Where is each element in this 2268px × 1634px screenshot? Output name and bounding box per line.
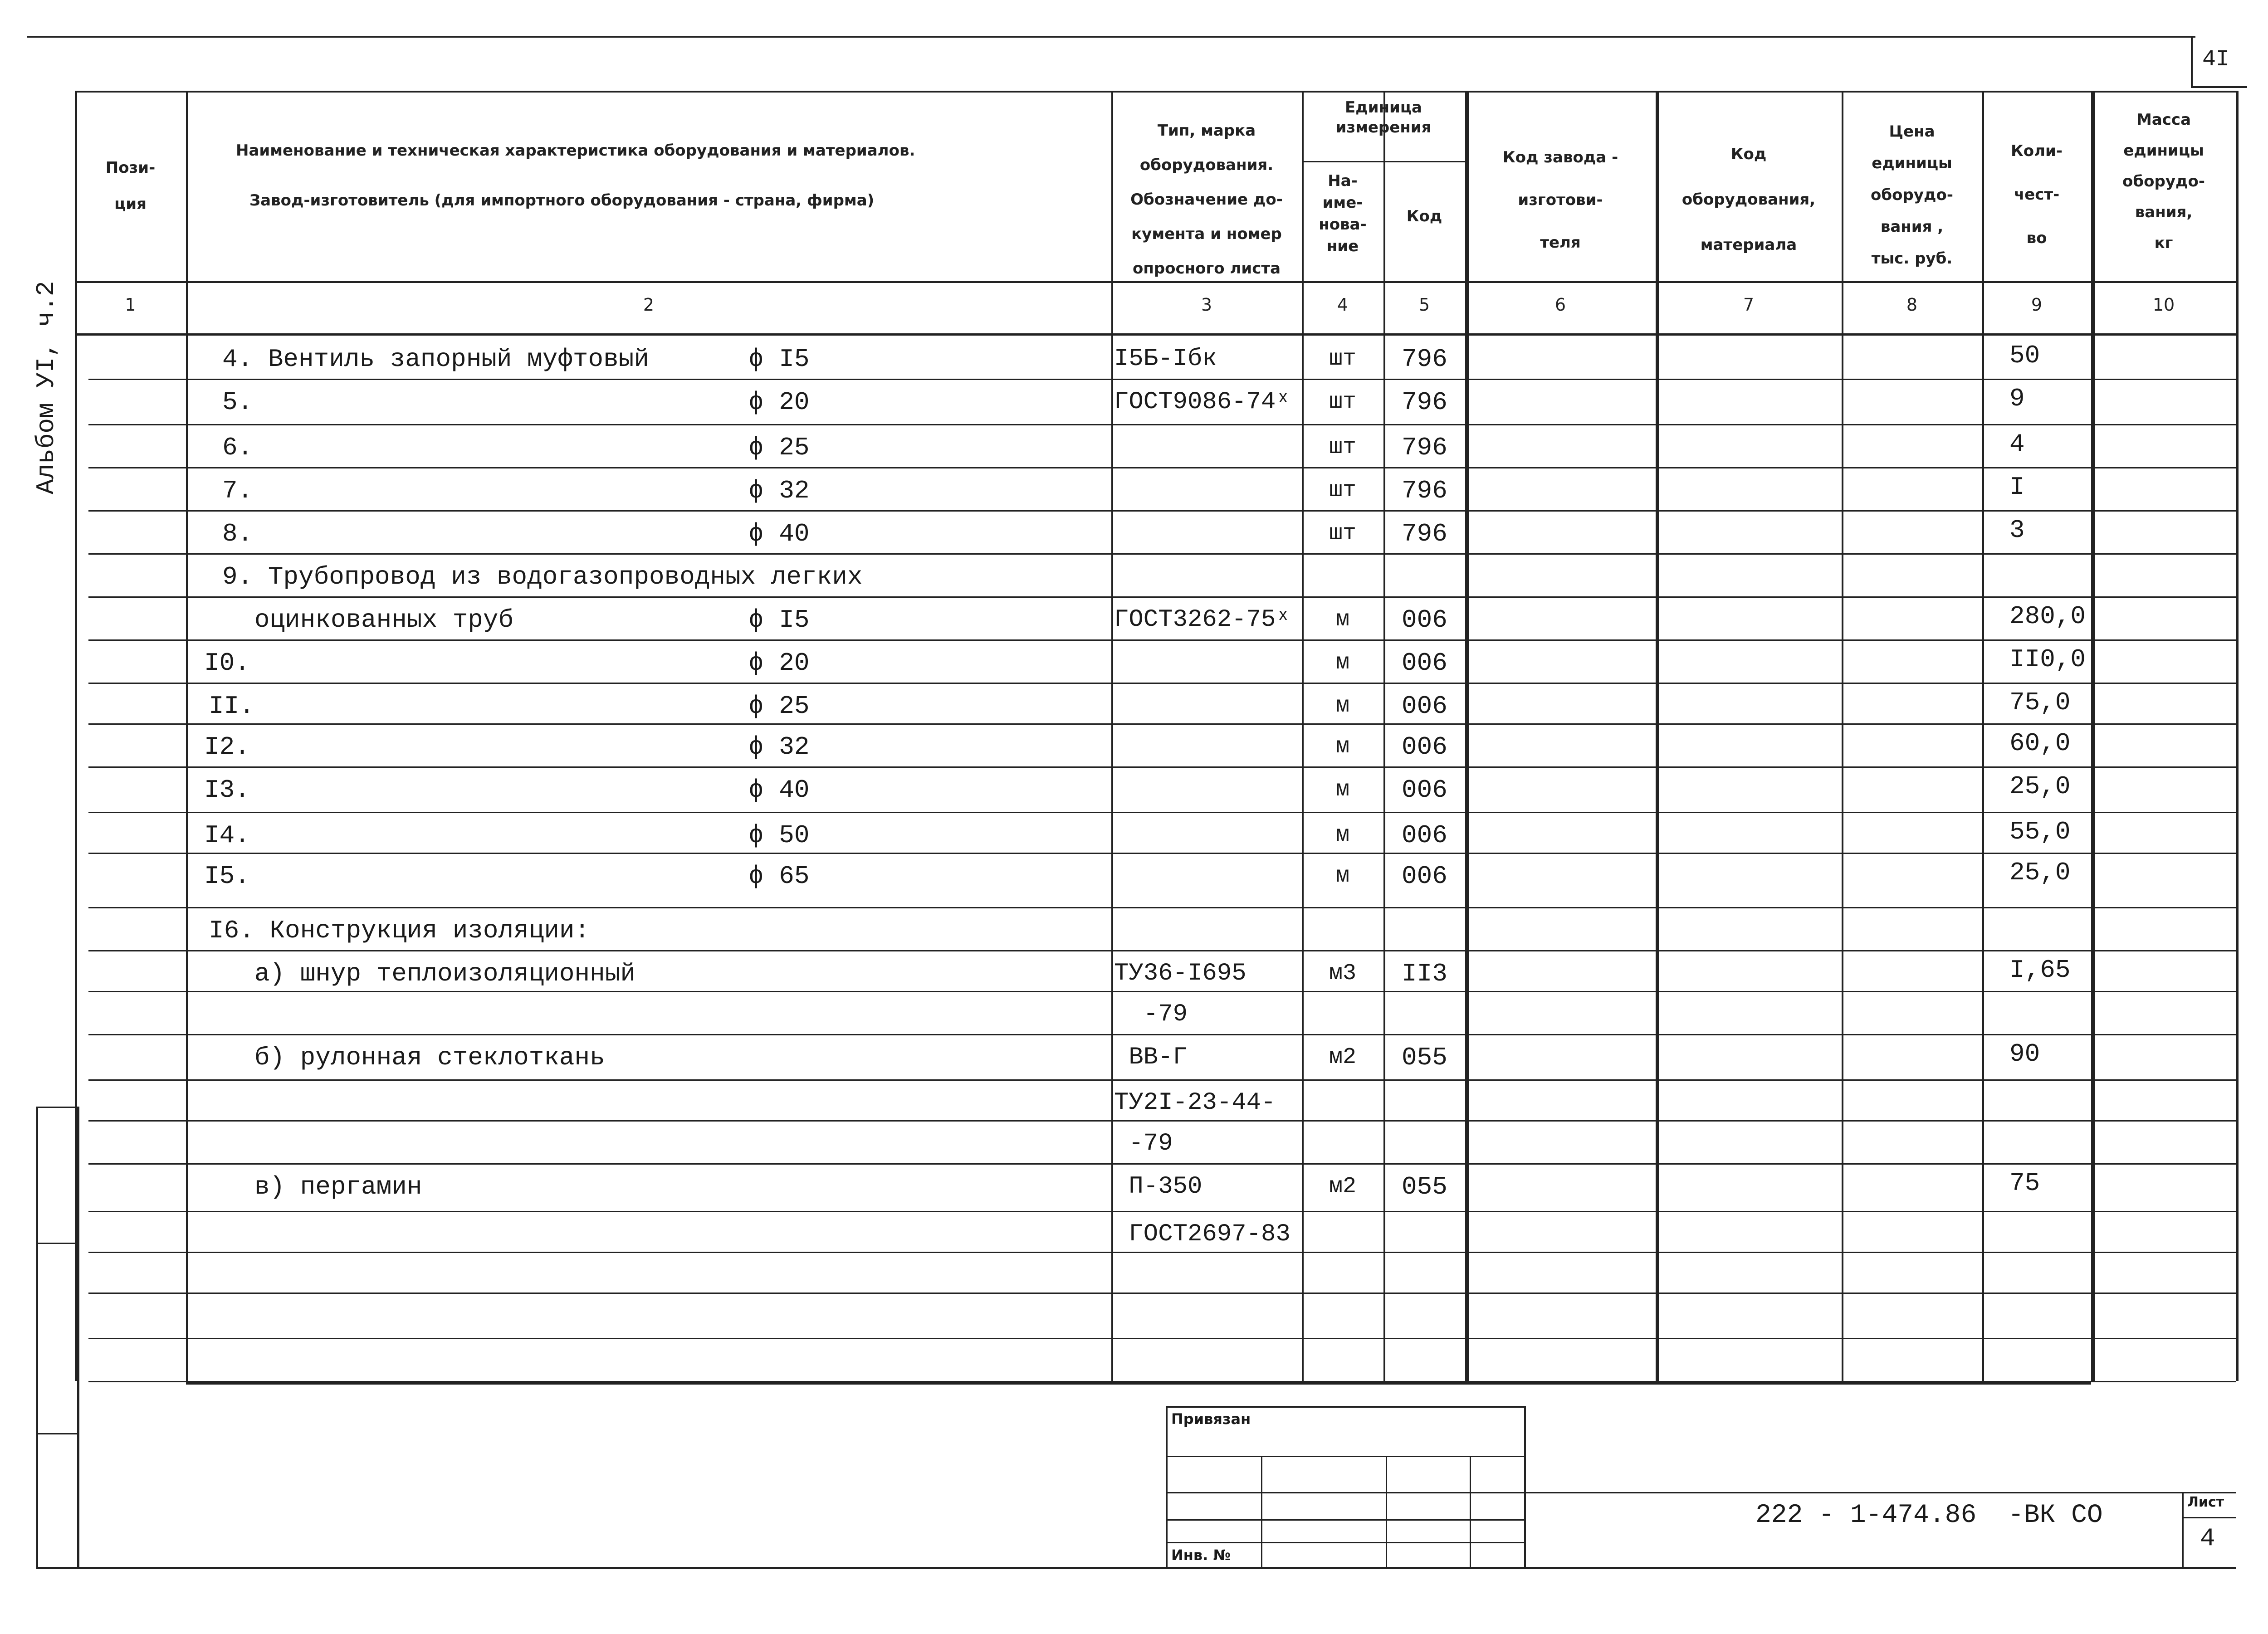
row-unit-code: 796 — [1402, 388, 1447, 417]
header-equipment-code: Код оборудования, материала — [1681, 145, 1816, 254]
row-unit-code: 796 — [1402, 519, 1447, 548]
top-rule — [27, 36, 2195, 38]
column-divider — [1656, 91, 1659, 1381]
row-unit-code: 006 — [1402, 692, 1447, 721]
table-bottom-bold — [186, 1381, 2091, 1385]
column-divider — [186, 91, 188, 1381]
row-diameter: ϕ 65 — [748, 862, 810, 891]
row-divider — [88, 1163, 2236, 1165]
row-divider — [88, 907, 2236, 908]
row-unit: м — [1335, 734, 1349, 760]
column-number: 3 — [1201, 295, 1212, 315]
column-divider — [1383, 91, 1385, 1381]
row-quantity: 3 — [2009, 516, 2025, 545]
row-unit: шт — [1329, 521, 1356, 546]
left-margin-tick — [36, 1243, 79, 1244]
column-number: 1 — [125, 295, 136, 315]
left-margin-tick — [36, 1433, 79, 1434]
table-top-border — [75, 91, 2236, 93]
row-diameter: ϕ 32 — [748, 476, 810, 505]
row-quantity: 25,0 — [2009, 858, 2071, 887]
row-unit-code: 006 — [1402, 821, 1447, 850]
row-quantity: 75 — [2009, 1169, 2040, 1198]
row-unit: шт — [1329, 478, 1356, 503]
row-type-mark: -79 — [1114, 1000, 1188, 1028]
column-number: 2 — [643, 295, 655, 315]
row-quantity: II0,0 — [2009, 645, 2086, 674]
unit-subheader-rule — [1302, 161, 1465, 162]
row-diameter: ϕ I5 — [748, 345, 810, 374]
stamp-right — [1524, 1406, 1526, 1567]
row-diameter: ϕ 20 — [748, 649, 810, 678]
row-unit-code: 055 — [1402, 1172, 1447, 1201]
row-unit-code: 055 — [1402, 1043, 1447, 1072]
row-quantity: 4 — [2009, 429, 2025, 458]
row-quantity: I,65 — [2009, 956, 2071, 985]
row-quantity: 9 — [2009, 384, 2025, 413]
row-type-mark: П-350 — [1114, 1173, 1202, 1200]
row-unit: м — [1335, 777, 1349, 803]
header-name-title: Наименование и техническая характеристика оборудования и материалов. — [236, 141, 915, 160]
row-unit-code: 796 — [1402, 476, 1447, 505]
row-name: 8. — [222, 519, 253, 548]
row-divider — [88, 1252, 2236, 1253]
sheet-label: Лист — [2187, 1494, 2224, 1510]
sheet-box-rule — [2182, 1517, 2236, 1518]
header-mass: Масса единицы оборудо- вания, кг — [2122, 111, 2205, 252]
row-unit-code: 006 — [1402, 732, 1447, 761]
header-position: Пози- ция — [105, 159, 156, 213]
column-number: 5 — [1418, 295, 1430, 315]
row-divider — [88, 379, 2236, 380]
row-diameter: ϕ 25 — [748, 433, 810, 462]
row-quantity: 280,0 — [2009, 602, 2086, 631]
row-divider — [88, 1120, 2236, 1122]
page-bottom-border — [36, 1567, 2236, 1569]
row-divider — [88, 639, 2236, 641]
row-quantity: 90 — [2009, 1039, 2040, 1068]
row-divider — [88, 596, 2236, 598]
column-number: 4 — [1337, 295, 1349, 315]
left-margin-line — [36, 1107, 38, 1569]
left-margin-line — [77, 1107, 79, 1569]
row-divider — [88, 991, 2236, 992]
header-factory-code: Код завода - изготови- теля — [1502, 148, 1618, 252]
row-diameter: ϕ 40 — [748, 776, 810, 805]
column-divider — [1465, 91, 1469, 1381]
row-diameter: ϕ 20 — [748, 388, 810, 417]
stamp-inv-label: Инв. № — [1171, 1546, 1231, 1564]
row-unit: шт — [1329, 434, 1356, 460]
row-quantity: 25,0 — [2009, 772, 2071, 801]
header-price: Цена единицы оборудо- вания , тыс. руб. — [1871, 122, 1953, 268]
corner-number: 4I — [2202, 47, 2230, 73]
row-name: 4. Вентиль запорный муфтовый — [222, 345, 649, 374]
document-code: 222 - 1-474.86 -ВК СО — [1755, 1501, 2103, 1530]
row-name: II. — [209, 692, 254, 721]
row-type-mark: ГОСТ2697-83 — [1114, 1220, 1290, 1248]
column-number: 6 — [1554, 295, 1566, 315]
table-right-border — [2236, 91, 2239, 1381]
row-unit: м — [1335, 863, 1349, 889]
row-diameter: ϕ I5 — [748, 605, 810, 634]
row-divider — [88, 424, 2236, 425]
stamp-col — [1261, 1456, 1262, 1567]
row-divider — [88, 510, 2236, 512]
column-number-bottom-border — [75, 333, 2236, 336]
row-name: 6. — [222, 433, 253, 462]
row-name: I3. — [204, 776, 250, 805]
row-divider — [88, 683, 2236, 684]
column-number: 8 — [1906, 295, 1918, 315]
row-unit: м — [1335, 822, 1349, 848]
row-divider — [88, 723, 2236, 725]
header-quantity: Коли- чест- во — [2011, 142, 2063, 247]
row-type-mark: -79 — [1114, 1130, 1173, 1157]
row-name: I6. Конструкция изоляции: — [209, 916, 590, 945]
stamp-attached-label: Привязан — [1171, 1410, 1251, 1428]
row-unit: шт — [1329, 389, 1356, 415]
sheet-number: 4 — [2200, 1524, 2215, 1553]
row-quantity: 75,0 — [2009, 688, 2071, 717]
column-number: 9 — [2031, 295, 2043, 315]
header-unit-code: Код — [1406, 207, 1442, 225]
row-diameter: ϕ 25 — [748, 692, 810, 721]
row-unit: шт — [1329, 346, 1356, 372]
row-name: 9. Трубопровод из водогазопроводных легких — [222, 562, 863, 591]
row-type-mark: ГОСТ3262-75ˣ — [1114, 606, 1290, 634]
row-divider — [88, 1338, 2236, 1339]
row-name: I4. — [204, 821, 250, 850]
row-name: I0. — [204, 649, 250, 678]
row-diameter: ϕ 32 — [748, 732, 810, 761]
column-divider — [1842, 91, 1843, 1381]
row-unit-code: 796 — [1402, 345, 1447, 374]
row-divider — [88, 553, 2236, 555]
row-divider — [88, 467, 2236, 468]
row-unit-code: 006 — [1402, 862, 1447, 891]
stamp-code-top — [1524, 1492, 2236, 1493]
sheet-box-left — [2182, 1492, 2184, 1567]
header-name-sub: Завод-изготовитель (для импортного оборудования - страна, фирма) — [249, 191, 875, 210]
row-type-mark: ГОСТ9086-74ˣ — [1114, 388, 1290, 416]
row-unit-code: 006 — [1402, 776, 1447, 805]
row-unit-code: II3 — [1402, 959, 1447, 988]
row-unit: м3 — [1329, 961, 1356, 986]
row-divider — [88, 1211, 2236, 1212]
row-divider — [88, 853, 2236, 854]
stamp-col — [1470, 1456, 1471, 1567]
row-divider — [88, 1034, 2236, 1035]
stamp-top — [1166, 1406, 1524, 1408]
row-unit: м — [1335, 650, 1349, 676]
row-unit: м — [1335, 607, 1349, 633]
row-name: оцинкованных труб — [209, 605, 514, 634]
column-divider — [1111, 91, 1113, 1381]
row-quantity: 50 — [2009, 341, 2040, 370]
row-name: 7. — [222, 476, 253, 505]
stamp-col — [1386, 1456, 1387, 1567]
row-divider — [88, 766, 2236, 768]
row-divider — [88, 812, 2236, 813]
row-name: I2. — [204, 732, 250, 761]
row-unit: м — [1335, 693, 1349, 719]
row-name: 5. — [222, 388, 253, 417]
row-unit-code: 006 — [1402, 649, 1447, 678]
row-unit: м2 — [1329, 1044, 1356, 1070]
row-unit-code: 006 — [1402, 605, 1447, 634]
row-divider — [88, 950, 2236, 951]
column-divider — [1982, 91, 1984, 1381]
row-type-mark: I5Б-Iбк — [1114, 345, 1217, 373]
row-type-mark: ТУ2I-23-44- — [1114, 1089, 1276, 1117]
column-number: 10 — [2152, 295, 2175, 315]
row-diameter: ϕ 50 — [748, 821, 810, 850]
header-unit: Единица измерения — [1335, 98, 1432, 137]
row-quantity: I — [2009, 473, 2025, 502]
row-name: в) пергамин — [209, 1172, 422, 1201]
row-name: а) шнур теплоизоляционный — [209, 959, 635, 988]
row-quantity: 60,0 — [2009, 729, 2071, 758]
header-unit-name: На- име- нова- ние — [1319, 172, 1367, 255]
header-type-mark: Тип, марка оборудования. Обозначение до- кумента и номер опросного листа — [1130, 122, 1283, 278]
row-type-mark: ТУ36-I695 — [1114, 960, 1246, 987]
row-diameter: ϕ 40 — [748, 519, 810, 548]
row-type-mark: ВВ-Г — [1114, 1044, 1188, 1071]
row-unit-code: 796 — [1402, 433, 1447, 462]
row-name: б) рулонная стеклоткань — [209, 1043, 605, 1072]
row-quantity: 55,0 — [2009, 817, 2071, 846]
left-margin-tick — [36, 1107, 79, 1108]
row-divider — [88, 1079, 2236, 1081]
side-album-label: Альбом УI, ч.2 — [32, 281, 61, 494]
column-number: 7 — [1743, 295, 1755, 315]
row-unit: м2 — [1329, 1174, 1356, 1200]
row-divider — [88, 1293, 2236, 1294]
row-name: I5. — [204, 862, 250, 891]
column-divider — [2091, 91, 2095, 1381]
